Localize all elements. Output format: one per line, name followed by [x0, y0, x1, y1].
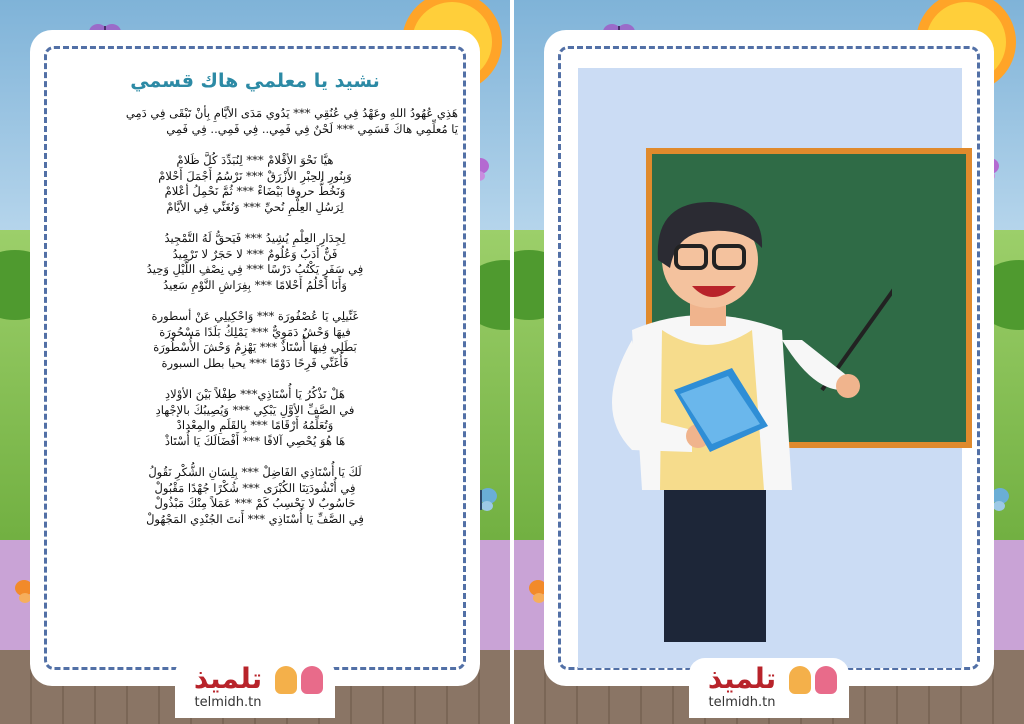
poem-line: بَطَلِي فِيهَا أُسْتَاذٌ *** يَهْزِمُ وَحْشَ الأُسْطُورَة — [153, 340, 357, 354]
poem-line: وَأَنَا أَحْلُمُ أَحْلامًا *** بِفِرَاشِ النَّوْمِ سَعِيدُ — [163, 277, 347, 292]
poem-line: لِجِدَارِ العِلْمِ يُشِيدُ *** فَيَحقُّ لَهُ التَّمْجِيدُ — [164, 231, 346, 245]
logo-url: telmidh.tn — [194, 695, 262, 710]
illustration-page — [514, 0, 1024, 724]
poem-line: فِي الصَّفِّ يَا أُسْتَاذِي *** أَنتَ الجُنْدِي المَجْهُولْ — [146, 511, 364, 526]
poem-stanza — [52, 309, 458, 371]
teacher-illustration — [592, 190, 892, 642]
poem-line: حَاسُوبٌ لا يَحْسِبُ كَمْ *** عَمَلاً مِنْكَ مَبْذُولْ — [154, 496, 356, 510]
poem-line: فَأُغَنِّي فَرِحًا دَوْمًا *** يحيا بطل السبورة — [161, 355, 349, 370]
poem-line: هَذِي عُهُودُ اللهِ وعَهْدُ فِي عُنُقِي *** يَدُوي مَدَى الأيَّامِ بِأنْ تَبْقَى فِي دَمِي — [125, 106, 458, 120]
poem-line: فَنٌّ أَدَبٌ وَعُلُومٌ *** لا حَجَرٌ لا تَرْمِيدُ — [172, 246, 338, 261]
poem-intro — [52, 106, 458, 137]
kid-icon — [301, 666, 323, 694]
kid-icon — [815, 666, 837, 694]
poem-line: هيَّا نَحْوَ الأقْلامْ *** لِنُبَدِّدَ كُلَّ ظَلامْ — [176, 153, 334, 167]
poem-line: وَبِنُورِ الحِبْرِ الأَزْرَقْ *** نَرْسُمُ أَجْمَلَ أَحْلامْ — [158, 168, 352, 183]
poem-line: هَلْ تَذْكُرُ يَا أُسْتَاذِي*** طِفْلاً بَيْنَ الأوْلادِ — [165, 387, 345, 401]
poem-line: في الصَّفِّ الأوَّلِ يَبْكِي *** وَيُصِيبُكَ بالإجْهادِ — [155, 402, 355, 417]
kid-icon — [789, 666, 811, 694]
logo-url: telmidh.tn — [708, 695, 776, 710]
poem-stanza — [52, 387, 458, 449]
poem-line: فيهَا وَحْشٌ دَمَوِيٌّ *** يَمْلِكُ بَلَدًا مَسْحُورَة — [159, 324, 351, 339]
poem-line: لِرَسُلِ العِلْمِ نُحيِّ *** وَنُغَنِّي فِي الأيَّامْ — [166, 199, 344, 214]
kid-icon — [275, 666, 297, 694]
poem-text — [52, 106, 458, 543]
logo-arabic: تلميذ — [707, 662, 777, 695]
poem-page — [0, 0, 510, 724]
poem-stanza — [52, 231, 458, 293]
site-logo — [689, 658, 849, 718]
poem-title: نشيد يا معلمي هاك قسمي — [130, 70, 380, 92]
poem-line: وَنَخُطُّ حروفا بَيْضَاءْ *** ثُمَّ نَحْمِلُ أعْلامْ — [164, 184, 346, 198]
poem-line: هَا هُوَ يُحْصِي آلافًا *** أَفْضَالَكَ يَا أُسْتَاذْ — [164, 433, 346, 448]
poem-line: غَنِّيلِي يَا عُصْفُورَة *** وَاحْكِيلِي عَنْ أسطورة — [151, 309, 359, 323]
poem-line: يَا مُعلِّمِي هاكَ قَسَمِي *** لَحْنٌ فِي فَمِي.. فِي فَمِي.. فِي فَمِي — [166, 121, 458, 136]
site-logo — [175, 658, 335, 718]
poem-line: وَتُعَلِّمُهُ أَرْقَامًا *** بِالقَلَمِ والمِعْدادْ — [176, 418, 334, 432]
poem-stanza — [52, 465, 458, 527]
poem-card — [30, 30, 480, 686]
poem-line: فِي أُنْشُودَتِنَا الكُبْرَى *** شُكْرًا جُهْدًا مَقْبُولْ — [154, 480, 356, 495]
logo-arabic: تلميذ — [193, 662, 263, 695]
poem-line: لَكَ يَا أُسْتَاذِي الفَاضِلْ *** بِلِسَانِ الشُّكْرِ نَقُولُ — [148, 465, 362, 479]
poem-stanza — [52, 153, 458, 215]
poem-line: فِي سَفَرٍ يَكْتُبُ دَرْسًا *** فِي نِصْفِ اللَّيْلِ وَحِيدُ — [146, 262, 364, 276]
